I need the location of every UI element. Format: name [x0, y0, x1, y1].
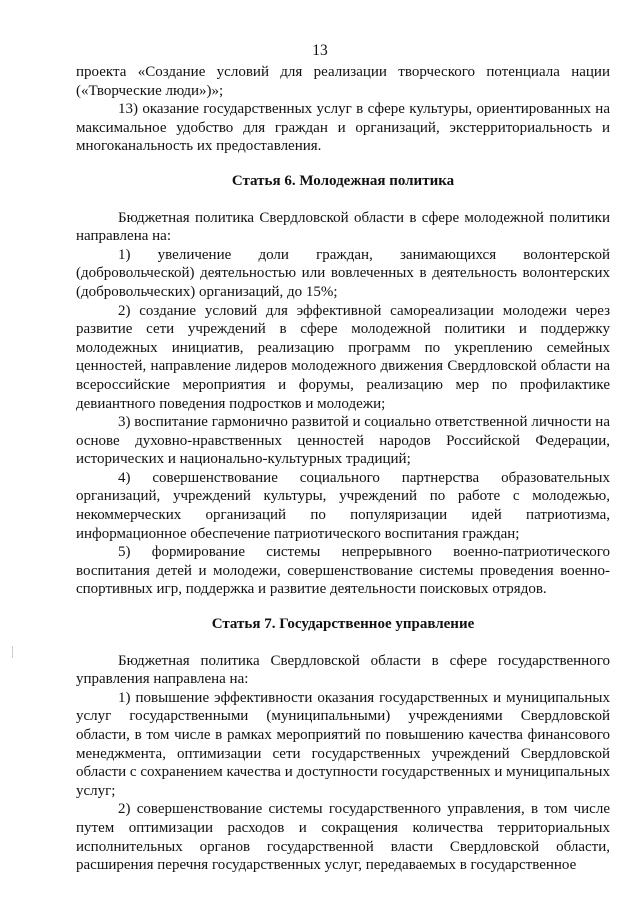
article-7-heading: Статья 7. Государственное управление: [211, 616, 475, 633]
article-7-item-1: 1) повышение эффективности оказания государственных и муниципальных услуг государственными (муниципальными) учреждениями Свердловской области, в том числе в рамках мероприятий по повышению качества финансового менеджмента, оптимизации сети государственных учреждений Свердловской области с сохранением качества и доступности государственных и муниципальных услуг;: [76, 689, 610, 799]
margin-mark: [12, 646, 13, 658]
paragraph-continuation: проекта «Создание условий для реализации творческого потенциала нации («Творческие люди»)»;: [76, 64, 610, 99]
article-6-intro: Бюджетная политика Свердловской области в сфере молодежной политики направлена на:: [76, 209, 610, 245]
article-6-item-5: 5) формирование системы непрерывного военно-патриотического воспитания детей и молодежи, совершенствование системы проведения военно-спортивных игр, поддержка и развитие деятельности поисковых отрядов.: [76, 544, 610, 598]
document-body: [76, 63, 610, 875]
article-6-item-2: 2) создание условий для эффективной самореализации молодежи через развитие сети учреждений в сфере молодежной политики и поддержку молодежных инициатив, реализацию программ по укреплению семейных ценностей, направление лидеров молодежного движения Свердловской области на всероссийские мероприятия и форумы, реализацию мер по профилактике девиантного поведения подростков и молодежи;: [76, 302, 610, 412]
article-7-intro: Бюджетная политика Свердловской области в сфере государственного управления направлена на:: [76, 652, 610, 688]
article-6-item-4: 4) совершенствование социального партнерства образовательных организаций, учреждений культуры, учреждений по работе с молодежью, некоммерческих организаций по популяризации идей патриотизма, информационное обеспечение патриотического воспитания граждан;: [76, 469, 610, 542]
page-number: 13: [312, 42, 328, 59]
article-6-heading: Статья 6. Молодежная политика: [231, 172, 455, 189]
paragraph-item-13: 13) оказание государственных услуг в сфере культуры, ориентированных на максимальное удобство для граждан и организаций, экстерриториальность и многоканальность их предоставления.: [76, 101, 610, 155]
article-6-item-3: 3) воспитание гармонично развитой и социально ответственной личности на основе духовно-нравственных ценностей народов Российской Федерации, исторических и национально-культурных традиций;: [76, 414, 610, 468]
article-7-item-2: 2) совершенствование системы государственного управления, в том числе путем оптимизации расходов и сокращения количества территориальных исполнительных органов государственной власти Свердловской области, расширения перечня государственных услуг, передаваемых в государственное: [76, 801, 610, 874]
article-6-item-1: 1) увеличение доли граждан, занимающихся волонтерской (добровольческой) деятельностью или вовлеченных в деятельность волонтерских (добровольческих) организаций, до 15%;: [76, 246, 610, 300]
